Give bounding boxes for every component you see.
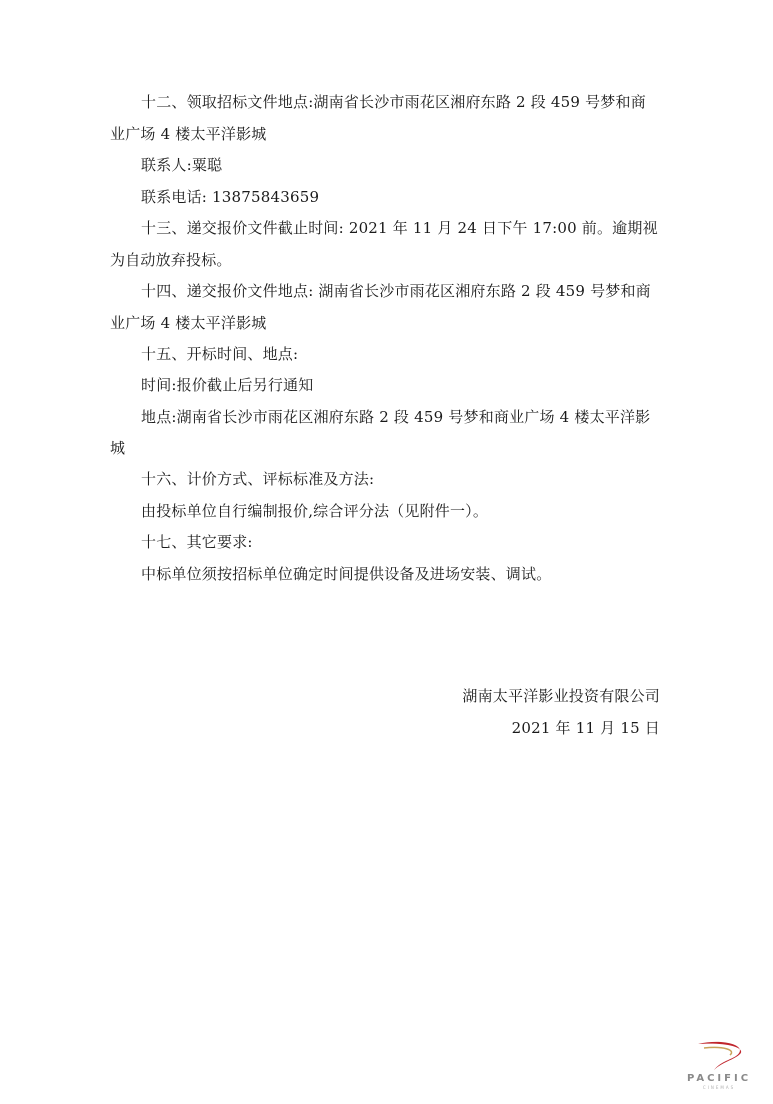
signature-company: 湖南太平洋影业投资有限公司 [462, 687, 660, 705]
text-line: 十七、其它要求: [141, 533, 253, 551]
text-line: 十五、开标时间、地点: [141, 345, 299, 363]
text-line: 十二、领取招标文件地点:湖南省长沙市雨花区湘府东路 2 段 459 号梦和商 [141, 93, 646, 111]
text-line: 联系电话: 13875843659 [141, 188, 320, 206]
text-line: 城 [110, 439, 126, 457]
logo-subtext: CINEMAS [702, 1085, 736, 1090]
signature-date: 2021 年 11 月 15 日 [511, 719, 660, 737]
logo-text: PACIFIC [686, 1073, 752, 1084]
text-line: 中标单位须按招标单位确定时间提供设备及进场安装、调试。 [141, 565, 552, 583]
text-line: 时间:报价截止后另行通知 [141, 376, 314, 394]
text-line: 地点:湖南省长沙市雨花区湘府东路 2 段 459 号梦和商业广场 4 楼太平洋影 [141, 408, 651, 426]
text-line: 业广场 4 楼太平洋影城 [110, 314, 267, 332]
pacific-cinemas-logo [684, 1040, 754, 1090]
text-line: 为自动放弃投标。 [110, 251, 232, 269]
text-line: 十六、计价方式、评标标准及方法: [141, 470, 375, 488]
text-line: 业广场 4 楼太平洋影城 [110, 125, 267, 143]
text-line: 联系人:粟聪 [141, 156, 223, 174]
swoosh-icon [684, 1040, 754, 1074]
text-line: 十三、递交报价文件截止时间: 2021 年 11 月 24 日下午 17:00 前。逾期视 [141, 219, 658, 237]
text-line: 十四、递交报价文件地点: 湖南省长沙市雨花区湘府东路 2 段 459 号梦和商 [141, 282, 651, 300]
text-line: 由投标单位自行编制报价,综合评分法（见附件一）。 [141, 502, 489, 520]
